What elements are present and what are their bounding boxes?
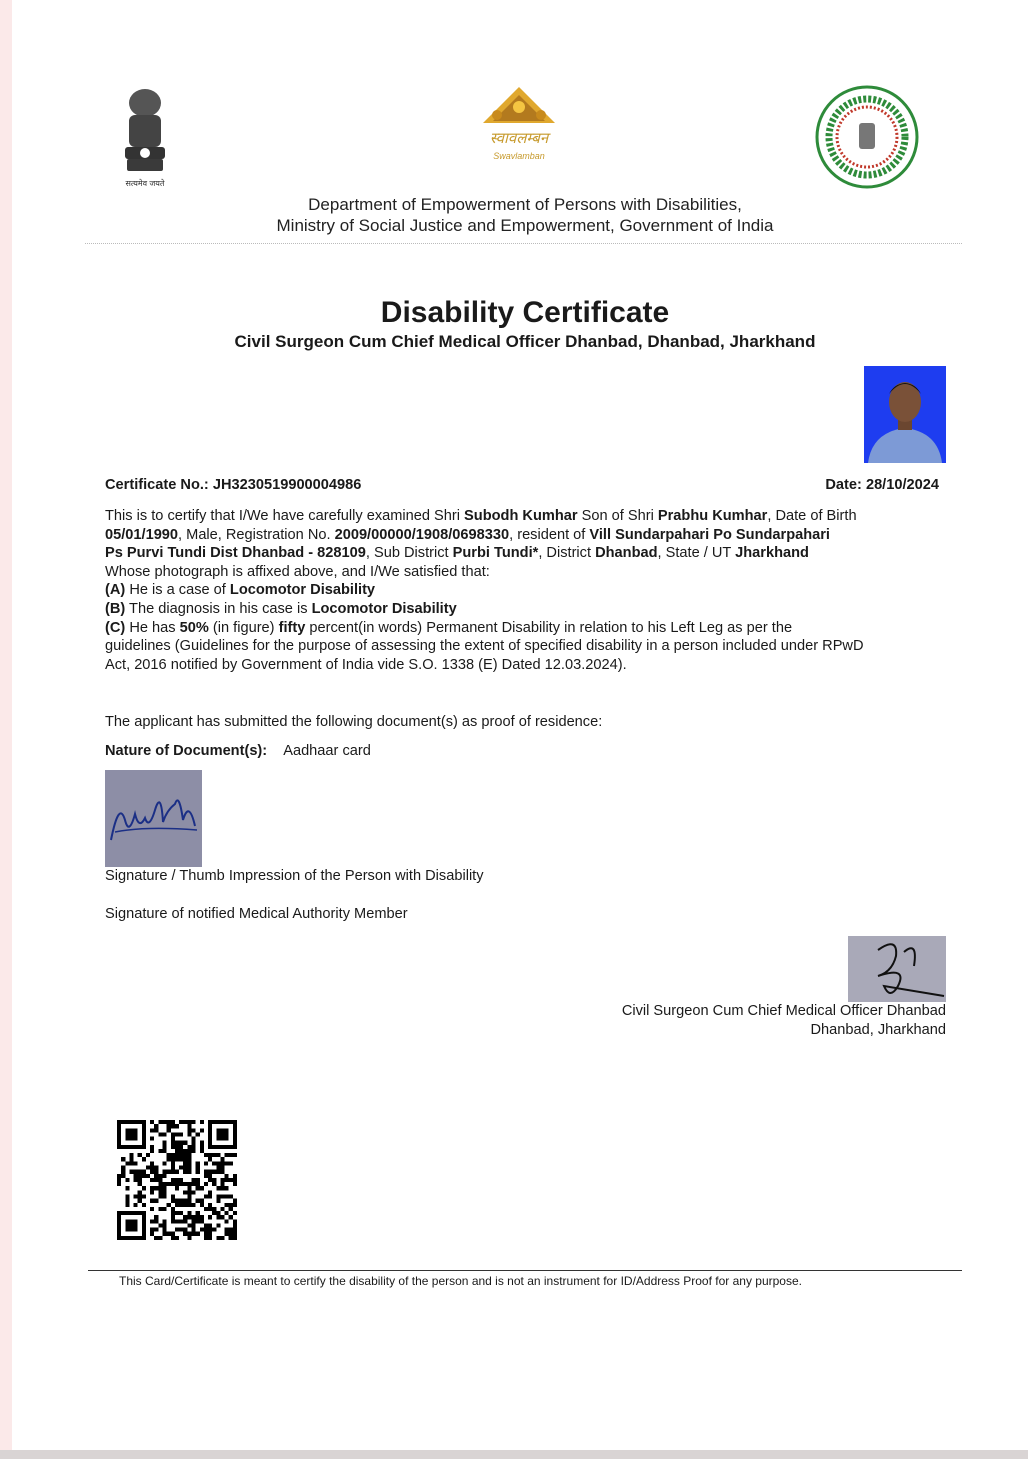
document-nature-label: Nature of Document(s): (105, 743, 268, 759)
ministry-name: Ministry of Social Justice and Empowerment, Government of India (276, 216, 774, 235)
footer-divider (88, 1270, 962, 1271)
text: , resident of (509, 526, 590, 543)
address-line-2: Ps Purvi Tundi Dist Dhanbad - 828109 (105, 545, 366, 562)
applicant-signature-image (105, 770, 202, 867)
text: percent(in words) Permanent Disability in relation to his Left Leg as per the (305, 619, 793, 636)
certification-body (105, 507, 947, 674)
svg-text:Swavlamban: Swavlamban (493, 151, 545, 161)
certificate-number (105, 476, 361, 495)
clause-c (105, 619, 947, 638)
officer-location: Dhanbad, Jharkhand (810, 1022, 946, 1038)
body-line (105, 507, 947, 526)
diagnosis: Locomotor Disability (311, 600, 457, 617)
date-label: Date: (825, 477, 862, 493)
disability-percent-words: fifty (278, 619, 306, 636)
page-bottom-edge (0, 1450, 1028, 1459)
qr-code (117, 1120, 237, 1240)
body-line: Whose photograph is affixed above, and I/We satisfied that: (105, 563, 490, 580)
text: , District (538, 545, 596, 562)
address-line-1: Vill Sundarpahari Po Sundarpahari (589, 526, 830, 543)
certificate-page (12, 0, 1028, 1450)
certificate-title: Disability Certificate (380, 296, 670, 329)
body-line (105, 526, 947, 545)
clause-label: (C) (105, 619, 126, 636)
certificate-date (825, 476, 939, 495)
body-line: guidelines (Guidelines for the purpose of assessing the extent of specified disability in a person included under RPwD (105, 638, 864, 655)
applicant-name: Subodh Kumhar (464, 508, 578, 524)
clause-label: (A) (105, 582, 126, 599)
body-line: Act, 2016 notified by Government of India vide S.O. 1338 (E) Dated 12.03.2024). (105, 656, 627, 673)
text: He has (125, 619, 180, 636)
state: Jharkhand (735, 545, 809, 562)
medical-member-signature-caption: Signature of notified Medical Authority Member (105, 906, 408, 922)
applicant-photo (864, 366, 946, 463)
header-divider (85, 243, 962, 244)
certificate-number-label: Certificate No.: (105, 477, 209, 493)
date-of-birth: 05/01/1990 (105, 526, 179, 543)
footer-disclaimer: This Card/Certificate is meant to certify the disability of the person and is not an instrument for ID/Address Proof for any purpose. (119, 1274, 802, 1288)
svg-text:स्वावलम्बन: स्वावलम्बन (489, 130, 549, 147)
text: , Date of Birth (767, 508, 857, 524)
department-name: Department of Empowerment of Persons with Disabilities, (308, 195, 742, 214)
document-nature (105, 742, 371, 761)
disability-type: Locomotor Disability (229, 582, 376, 599)
sub-district: Purbi Tundi* (452, 545, 539, 562)
date-value: 28/10/2024 (865, 477, 939, 493)
swavlamban-logo (475, 85, 563, 165)
certificate-number-value: JH3230519900004986 (212, 477, 362, 493)
disability-percent: 50% (179, 619, 209, 636)
text: This is to certify that I/We have carefully examined Shri (105, 508, 465, 524)
text: The diagnosis in his case is (125, 600, 312, 617)
applicant-signature-caption: Signature / Thumb Impression of the Person with Disability (105, 868, 484, 884)
officer-signature-image (848, 936, 946, 1002)
clause-label: (B) (105, 600, 126, 617)
national-emblem-logo (115, 85, 175, 188)
registration-number: 2009/00000/1908/0698330 (334, 526, 510, 543)
district: Dhanbad (595, 545, 658, 562)
text: Son of Shri (577, 508, 658, 524)
text: (in figure) (208, 619, 279, 636)
text: , Male, Registration No. (178, 526, 335, 543)
text: , State / UT (657, 545, 736, 562)
text: , Sub District (365, 545, 453, 562)
issuing-authority: Civil Surgeon Cum Chief Medical Officer Dhanbad, Dhanbad, Jharkhand (234, 332, 816, 351)
clause-b (105, 600, 947, 619)
text: He is a case of (125, 582, 230, 599)
emblem-motto: सत्यमेव जयते (125, 179, 165, 188)
officer-designation: Civil Surgeon Cum Chief Medical Officer Dhanbad (621, 1003, 946, 1019)
document-nature-value: Aadhaar card (283, 743, 371, 759)
body-line (105, 544, 947, 563)
father-name: Prabhu Kumhar (657, 508, 768, 524)
residence-proof-intro: The applicant has submitted the following document(s) as proof of residence: (105, 714, 603, 730)
clause-a (105, 581, 947, 600)
jharkhand-seal-logo (815, 85, 919, 189)
